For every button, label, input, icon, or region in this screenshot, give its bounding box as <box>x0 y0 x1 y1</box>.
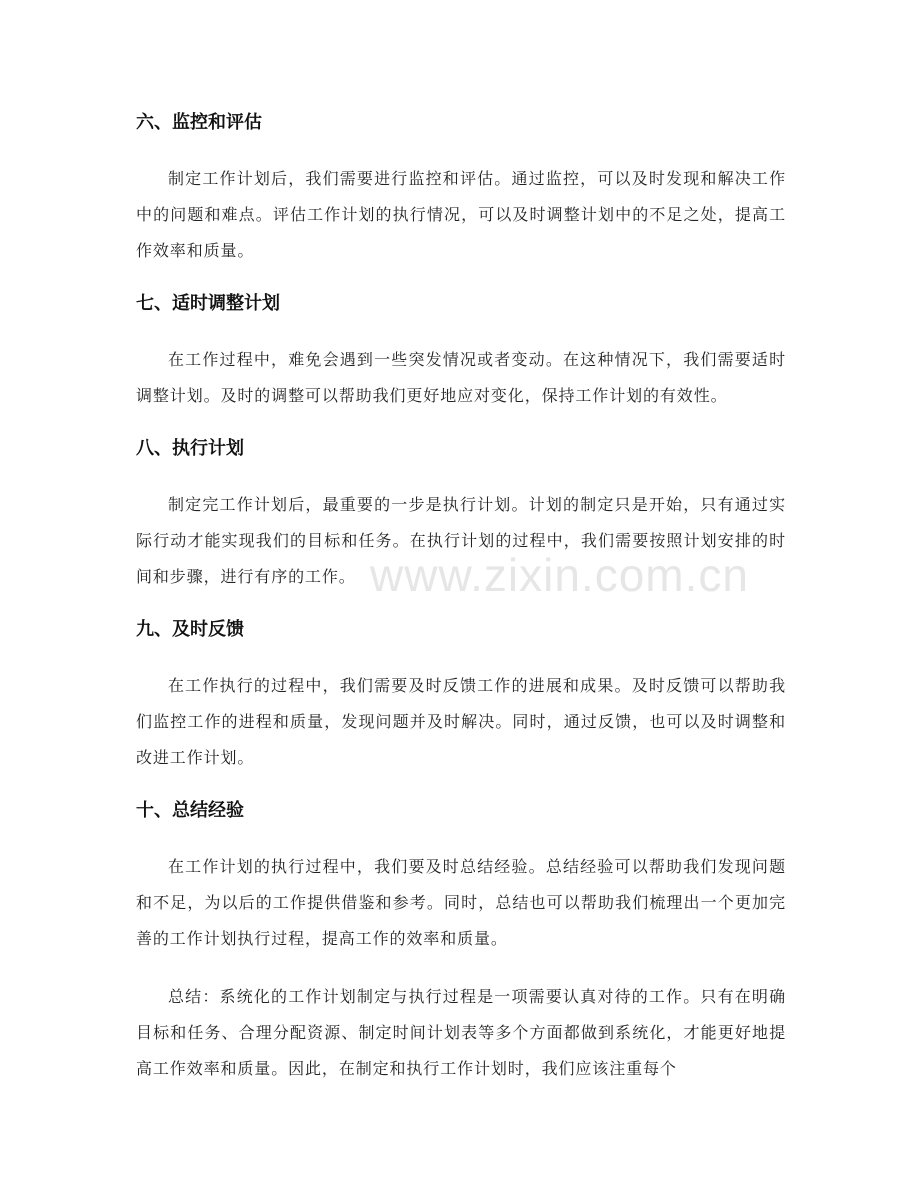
section-heading-timely-feedback: 九、及时反馈 <box>136 619 244 640</box>
document-page <box>136 108 786 1087</box>
section-body-execute-plan: 制定完工作计划后，最重要的一步是执行计划。计划的制定只是开始，只有通过实际行动才能实现我们的目标和任务。在执行计划的过程中，我们需要按照计划安排的时间和步骤，进行有序的工作。 <box>136 495 786 586</box>
section-heading-monitor-evaluate: 六、监控和评估 <box>136 112 262 133</box>
section-heading-adjust-plan: 七、适时调整计划 <box>136 293 280 314</box>
section-heading-summarize-experience: 十、总结经验 <box>136 800 244 821</box>
section-body-monitor-evaluate: 制定工作计划后，我们需要进行监控和评估。通过监控，可以及时发现和解决工作中的问题和难点。评估工作计划的执行情况，可以及时调整计划中的不足之处，提高工作效率和质量。 <box>136 169 786 260</box>
section-body-summarize-experience: 在工作计划的执行过程中，我们要及时总结经验。总结经验可以帮助我们发现问题和不足，为以后的工作提供借鉴和参考。同时，总结也可以帮助我们梳理出一个更加完善的工作计划执行过程，提高工作的效率和质量。 <box>136 857 786 948</box>
section-body-adjust-plan: 在工作过程中，难免会遇到一些突发情况或者变动。在这种情况下，我们需要适时调整计划。及时的调整可以帮助我们更好地应对变化，保持工作计划的有效性。 <box>136 350 786 405</box>
summary-paragraph: 总结：系统化的工作计划制定与执行过程是一项需要认真对待的工作。只有在明确目标和任务、合理分配资源、制定时间计划表等多个方面都做到系统化，才能更好地提高工作效率和质量。因此，在制定和执行工作计划时，我们应该注重每个 <box>136 987 786 1078</box>
section-heading-execute-plan: 八、执行计划 <box>136 438 244 459</box>
watermark-text: www.zixin.com.cn <box>370 549 749 601</box>
section-body-timely-feedback: 在工作执行的过程中，我们需要及时反馈工作的进展和成果。及时反馈可以帮助我们监控工作的进程和质量，发现问题并及时解决。同时，通过反馈，也可以及时调整和改进工作计划。 <box>136 676 786 767</box>
